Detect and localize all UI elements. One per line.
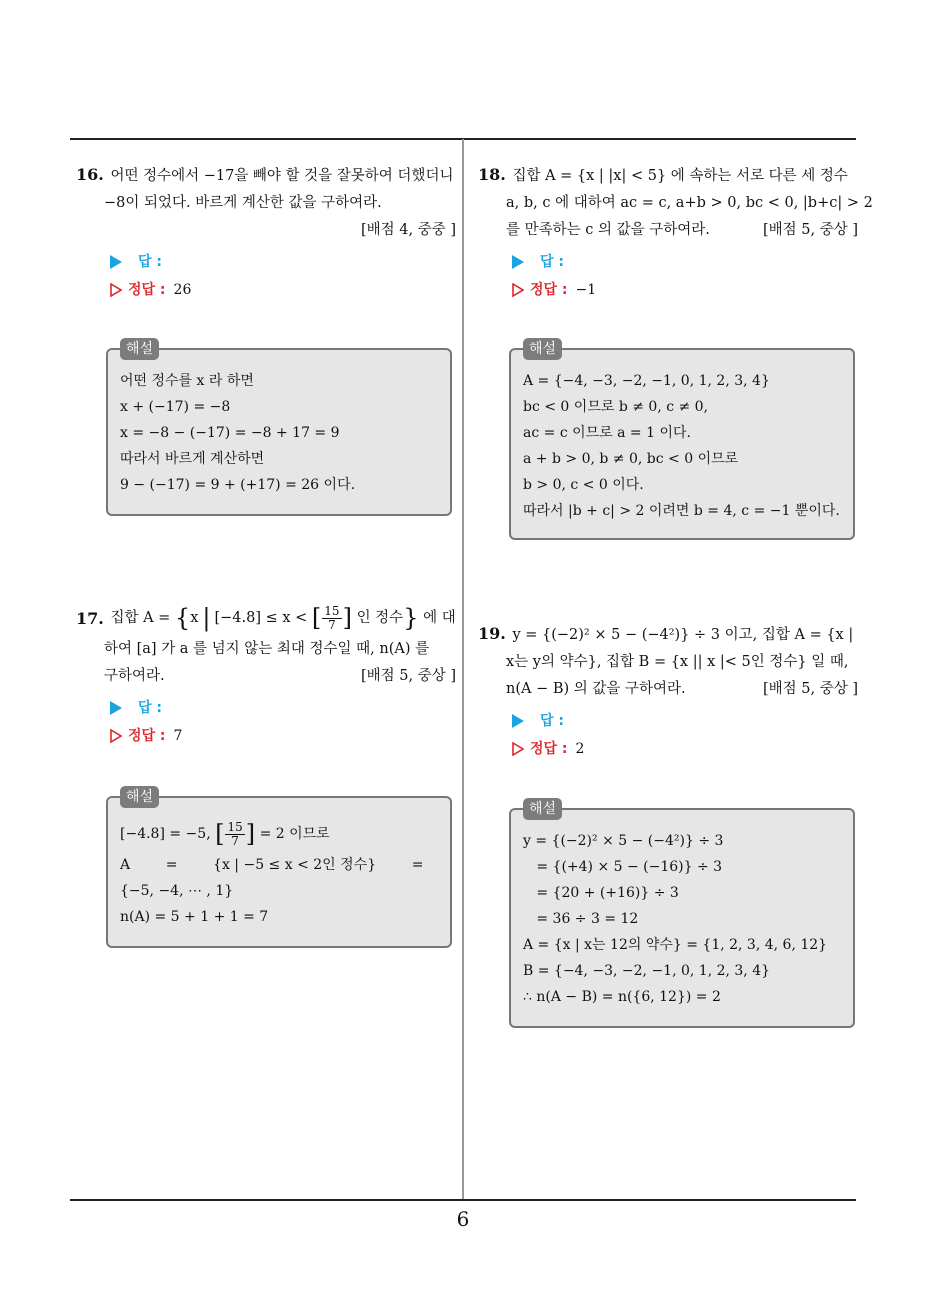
explanation-line: n(A) = 5 + 1 + 1 = 7 <box>120 909 269 925</box>
answer-label: 답 : <box>540 253 564 270</box>
explanation-line: 9 − (−17) = 9 + (+17) = 26 이다. <box>120 477 356 493</box>
explanation-line: [−4.8] = −5, <box>120 826 211 842</box>
problem-text: 구하여라. <box>104 668 165 684</box>
problem-text: 하여 [a] 가 a 를 넘지 않는 최대 정수일 때, n(A) 를 <box>104 641 430 657</box>
answer-section <box>76 694 456 750</box>
problem-text: y = {(−2)² × 5 − (−4²)} ÷ 3 이고, 집합 A = {x | <box>512 627 854 643</box>
triangle-outline-icon <box>512 283 524 297</box>
score-meta: [배점 5, 중상 ] <box>360 668 456 684</box>
answer-section <box>76 248 456 304</box>
problem-text: 집합 A = <box>110 609 171 626</box>
math-var: x <box>190 609 199 626</box>
page-number: 6 <box>456 1207 470 1231</box>
problem-text: x는 y의 약수}, 집합 B = {x || x |< 5인 정수} 일 때, <box>506 654 849 670</box>
triangle-outline-icon <box>110 729 122 743</box>
explanation-line: x = −8 − (−17) = −8 + 17 = 9 <box>120 425 340 441</box>
explanation-line: = {20 + (+16)} ÷ 3 <box>523 885 679 901</box>
correct-label: 정답 : <box>530 740 568 757</box>
play-icon <box>512 255 524 269</box>
play-icon <box>110 255 122 269</box>
explanation-line: B = {−4, −3, −2, −1, 0, 1, 2, 3, 4} <box>523 963 771 979</box>
explanation-line: x + (−17) = −8 <box>120 399 231 415</box>
explanation-line: y = {(−2)² × 5 − (−4²)} ÷ 3 <box>523 833 724 849</box>
bottom-rule <box>70 1199 856 1201</box>
correct-answer: 26 <box>173 281 192 298</box>
explanation-line: ∴ n(A − B) = n({6, 12}) = 2 <box>523 989 721 1005</box>
problem-text: 인 정수 <box>356 609 404 626</box>
explanation-line: ac = c 이므로 a = 1 이다. <box>523 425 691 441</box>
answer-label: 답 : <box>138 699 162 716</box>
score-meta: [배점 4, 중중 ] <box>360 222 456 238</box>
explanation-box-18 <box>509 341 855 540</box>
problem-text: 집합 A = {x | |x| < 5} 에 속하는 서로 다른 세 정수 <box>512 168 848 184</box>
problem-number: 16. <box>76 165 104 184</box>
explanation-tab: 해설 <box>120 786 159 808</box>
problem-text: [−4.8] ≤ x < <box>214 609 308 626</box>
problem-17: 17. 집합 A = { x | [−4.8] ≤ x < [ $\frac{15}{7}$ ] 인 정수 } 에 대 하여 [a] 가 a 를 넘지 않는 최대 정수일 때, n(A) 를 구하여라. [배점 5, 중상 ] 답 : 정답 : 7 <box>76 600 456 750</box>
correct-label: 정답 : <box>128 281 166 298</box>
explanation-line: {−5, −4, ⋯ , 1} <box>120 883 234 899</box>
explanation-line: = {(+4) × 5 − (−16)} ÷ 3 <box>523 859 723 875</box>
problem-number: 18. <box>478 165 506 184</box>
explanation-tab: 해설 <box>120 338 159 360</box>
score-meta: [배점 5, 중상 ] <box>762 222 858 238</box>
triangle-outline-icon <box>110 283 122 297</box>
explanation-line: A = {−4, −3, −2, −1, 0, 1, 2, 3, 4} <box>523 373 770 389</box>
explanation-tab: 해설 <box>523 798 562 820</box>
correct-answer: −1 <box>575 281 597 298</box>
problem-text: a, b, c 에 대하여 ac = c, a+b > 0, bc < 0, |b+c| > 2 <box>506 195 873 211</box>
explanation-line: A = {x | x는 12의 약수} = {1, 2, 3, 4, 6, 12} <box>523 937 828 953</box>
explanation-line: 따라서 바르게 계산하면 <box>120 451 265 467</box>
triangle-outline-icon <box>512 742 524 756</box>
problem-text: n(A − B) 의 값을 구하여라. <box>506 681 686 697</box>
explanation-line: a + b > 0, b ≠ 0, bc < 0 이므로 <box>523 451 739 467</box>
problem-text: 어떤 정수에서 −17을 빼야 할 것을 잘못하여 더했더니 <box>110 168 454 184</box>
problem-number: 19. <box>478 624 506 643</box>
correct-answer: 2 <box>575 740 585 757</box>
problem-text: 에 대 <box>423 609 456 626</box>
explanation-line: = 2 이므로 <box>259 826 330 842</box>
play-icon <box>512 714 524 728</box>
explanation-tab: 해설 <box>523 338 562 360</box>
correct-answer: 7 <box>173 727 183 744</box>
column-divider <box>462 139 464 1199</box>
explanation-line: bc < 0 이므로 b ≠ 0, c ≠ 0, <box>523 399 709 415</box>
problem-16 <box>76 161 456 304</box>
explanation-line: = 36 ÷ 3 = 12 <box>523 911 639 927</box>
answer-label: 답 : <box>540 712 564 729</box>
explanation-line: 따라서 |b + c| > 2 이려면 b = 4, c = −1 뿐이다. <box>523 503 840 519</box>
explanation-box-17: 해설 [−4.8] = −5, [ $\frac{15}{7}$ ] = 2 이므로 A = {x | −5 ≤ x < 2인 정수} = {−5, −4, ⋯ , 1} n(A) = 5 + 1 + 1 = 7 <box>106 796 452 948</box>
correct-label: 정답 : <box>530 281 568 298</box>
explanation-line: A = {x | −5 ≤ x < 2인 정수} = <box>120 857 424 873</box>
fraction: $\frac{15}{7}$ <box>324 603 340 632</box>
explanation-box-19 <box>509 801 855 1028</box>
play-icon <box>110 701 122 715</box>
problem-number: 17. <box>76 608 104 628</box>
problem-18 <box>478 161 873 304</box>
answer-section <box>478 707 858 763</box>
explanation-box-16 <box>106 341 452 516</box>
problem-text: 를 만족하는 c 의 값을 구하여라. <box>506 222 710 238</box>
problem-text: −8이 되었다. 바르게 계산한 값을 구하여라. <box>104 195 382 211</box>
fraction: $\frac{15}{7}$ <box>227 819 243 848</box>
problem-19 <box>478 620 858 763</box>
answer-section <box>478 248 858 304</box>
score-meta: [배점 5, 중상 ] <box>762 681 858 697</box>
correct-label: 정답 : <box>128 727 166 744</box>
explanation-line: b > 0, c < 0 이다. <box>523 477 644 493</box>
answer-label: 답 : <box>138 253 162 270</box>
explanation-line: 어떤 정수를 x 라 하면 <box>120 373 254 389</box>
